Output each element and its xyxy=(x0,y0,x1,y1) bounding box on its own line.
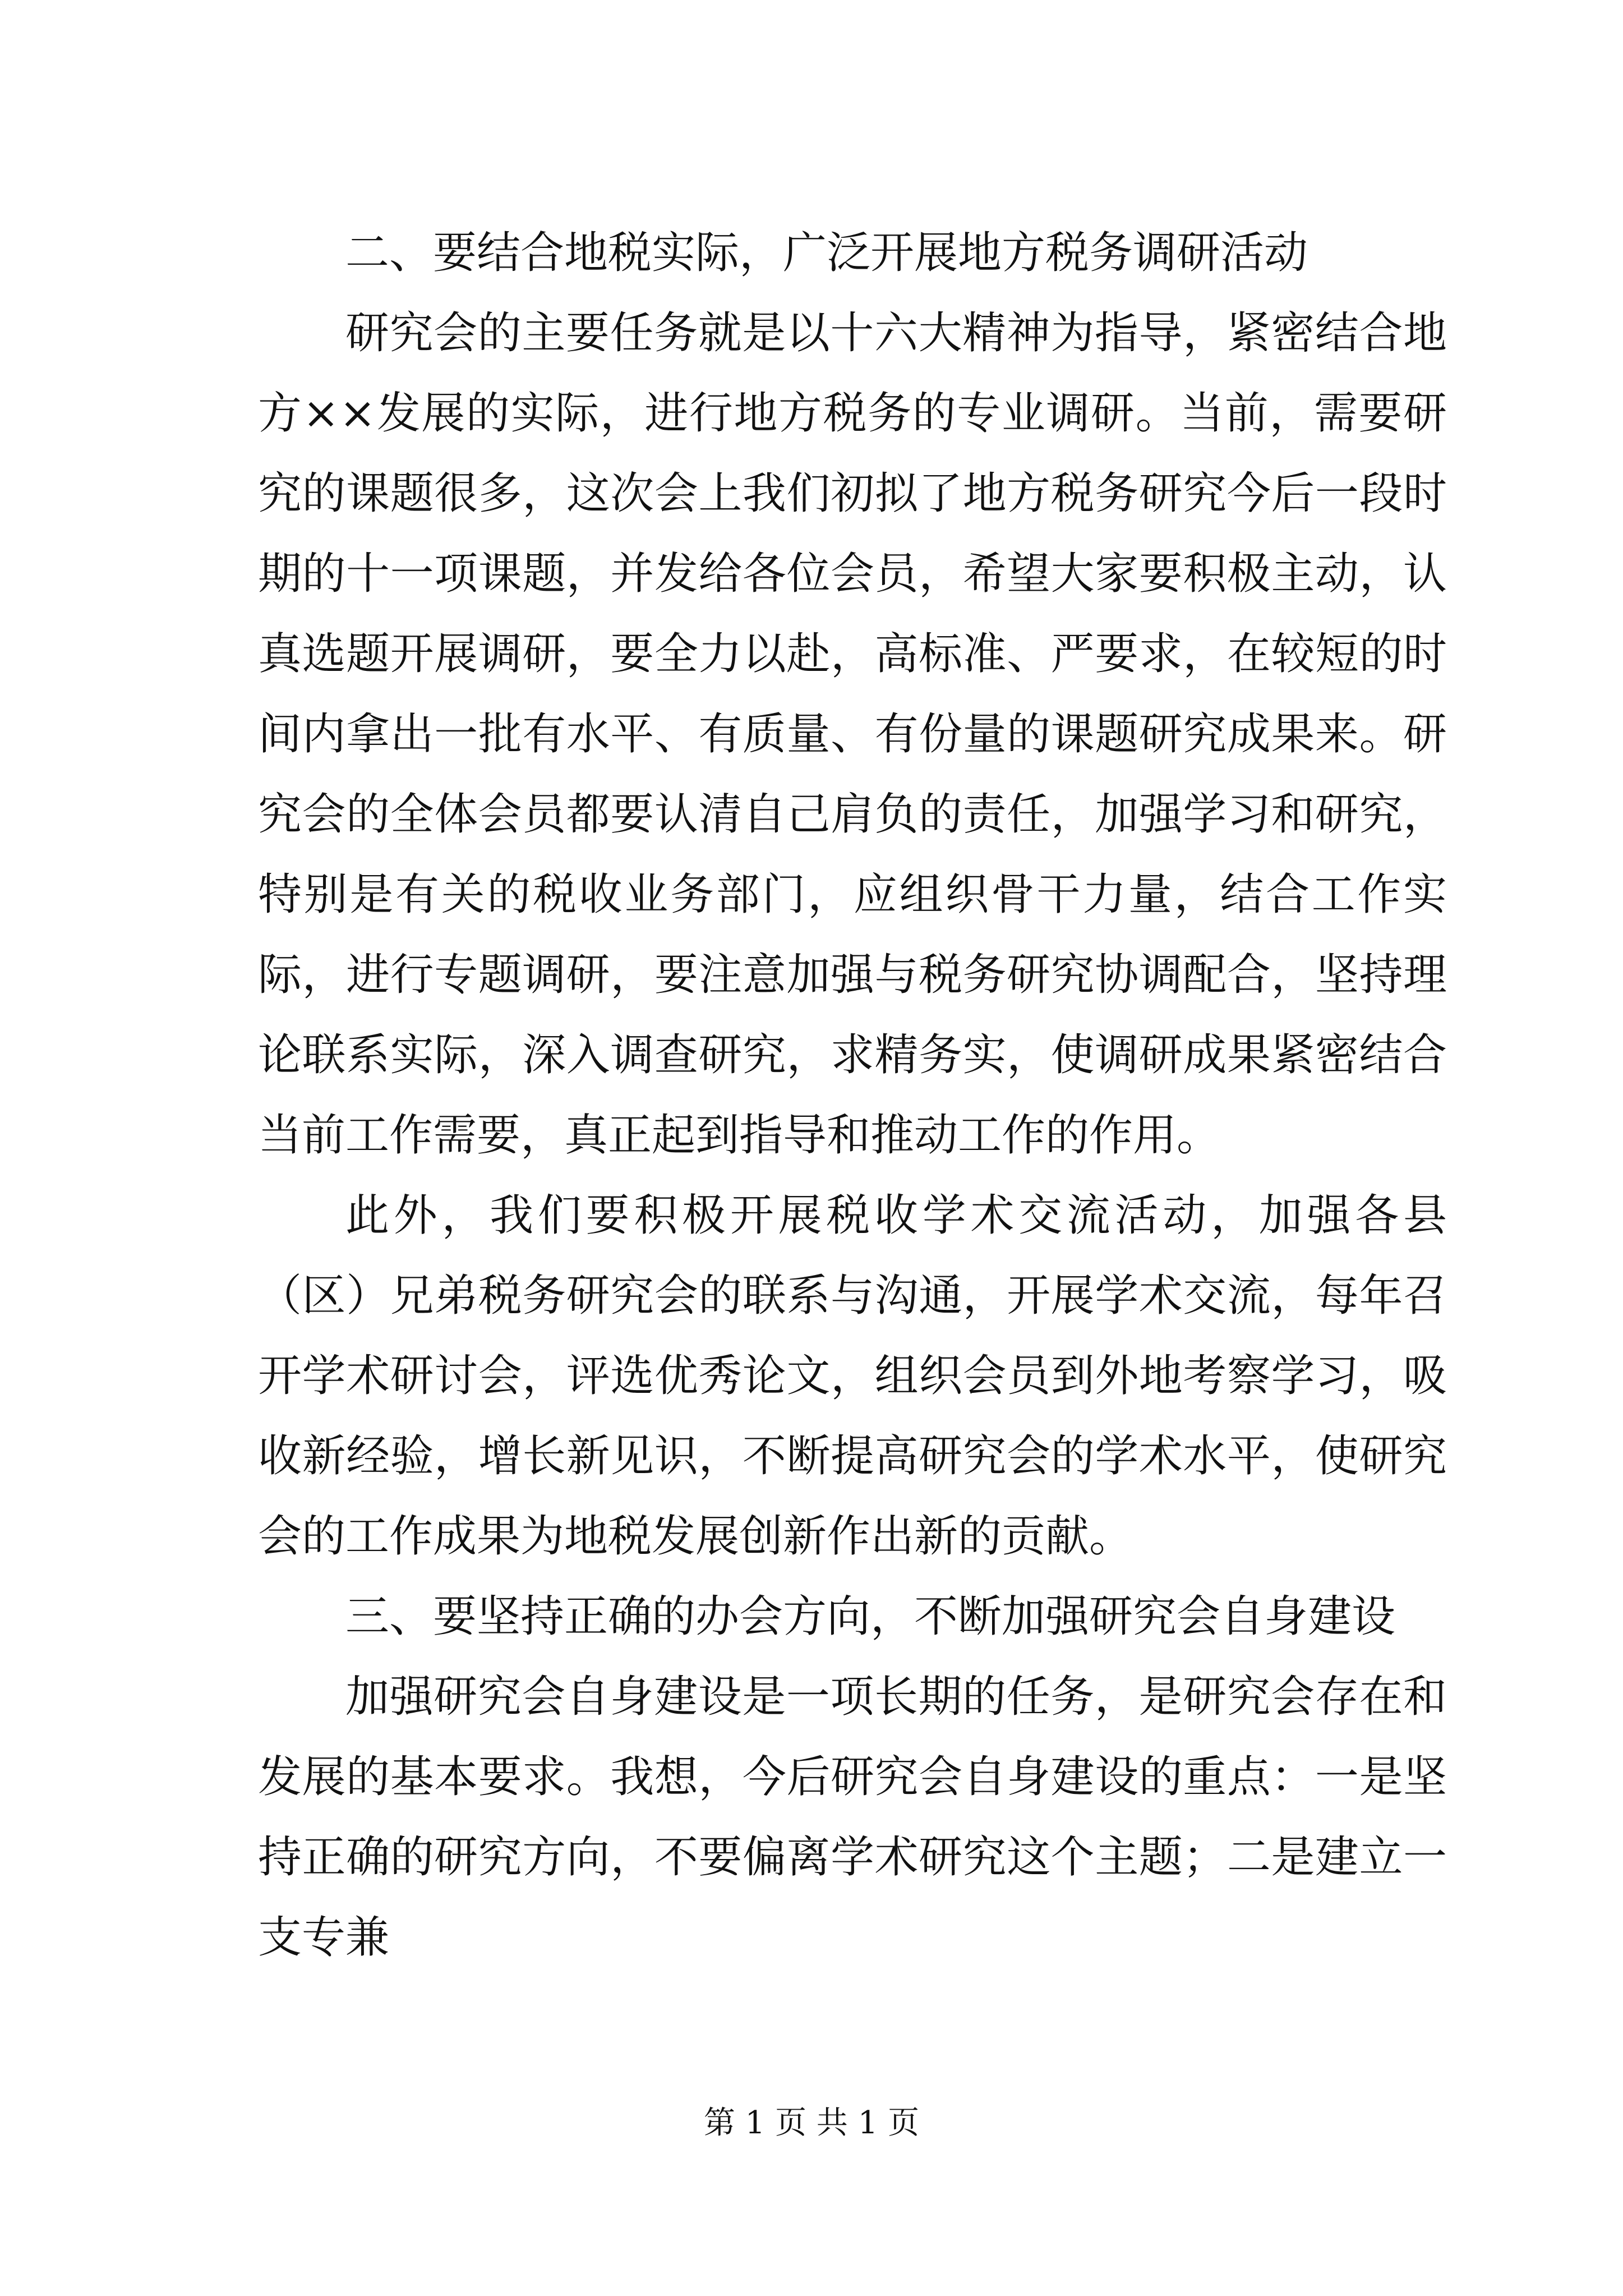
section-heading-two: 二、要结合地税实际，广泛开展地方税务调研活动 xyxy=(345,228,1308,278)
body-paragraph-research-tasks: 研究会的主要任务就是以十六大精神为指导，紧密结合地方××发展的实际，进行地方税务的专业调研。当前，需要研究的课题很多，这次会上我们初拟了地方税务研究今后一段时期的十一项课题，并发给各位会员，希望大家要积极主动，认真选题开展调研，要全力以赴，高标准、严要求，在较短的时间内拿出一批有水平、有质量、有份量的课题研究成果来。研究会的全体会员都要认清自己肩负的责任，加强学习和研究，特别是有关的税收业务部门，应组织骨干力量，结合工作实际，进行专题调研，要注意加强与税务研究协调配合，坚持理论联系实际，深入调查研究，求精务实，使调研成果紧密结合当前工作需要，真正起到指导和推动工作的作用。 xyxy=(258,308,1447,1161)
section-heading-three: 三、要坚持正确的办会方向，不断加强研究会自身建设 xyxy=(345,1591,1396,1642)
body-paragraph-academic-exchange: 此外，我们要积极开展税收学术交流活动，加强各县（区）兄弟税务研究会的联系与沟通，开展学术交流，每年召开学术研讨会，评选优秀论文，组织会员到外地考察学习，吸收新经验，增长新见识，不断提高研究会的学术水平，使研究会的工作成果为地税发展创新作出新的贡献。 xyxy=(258,1190,1447,1562)
page-number-footer: 第 1 页 共 1 页 xyxy=(703,2105,920,2141)
document-body xyxy=(258,213,1447,1978)
body-paragraph-self-building: 加强研究会自身建设是一项长期的任务，是研究会存在和发展的基本要求。我想，今后研究会自身建设的重点：一是坚持正确的研究方向，不要偏离学术研究这个主题；二是建立一支专兼 xyxy=(258,1672,1447,1963)
